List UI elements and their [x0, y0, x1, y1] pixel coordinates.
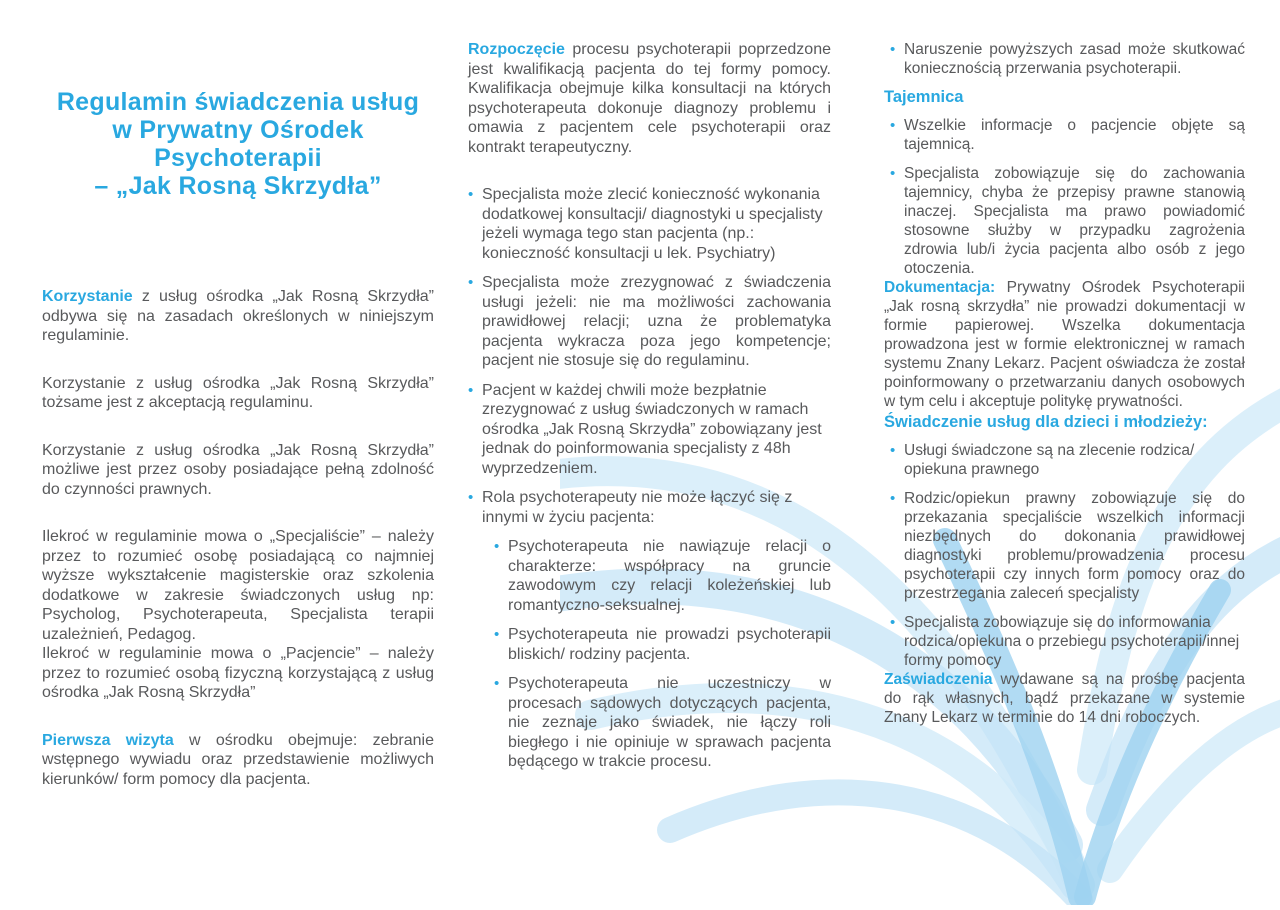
list-item-text: Specjalista zobowiązuje się do informowania rodzica/opiekuna o przebiegu psychoterapii/innej formy pomocy [904, 614, 1240, 669]
list-item [468, 488, 831, 527]
lead-zaswiadczenia: Zaświadczenia [884, 671, 993, 688]
left-column [42, 0, 434, 817]
list-item [890, 116, 1245, 154]
page-title-line3: – „Jak Rosną Skrzydła” [94, 172, 382, 200]
list-item-text: Specjalista zobowiązuje się do zachowania tajemnicy, chyba że przepisy prawne stanowią inaczej. Specjalista ma prawo powiadomić stosowne służby w przypadku zagrożenia zdrowia lub/i życia pacjenta albo osób z jego otoczenia. [904, 165, 1245, 277]
bullet-icon: • [494, 675, 500, 692]
bullet-icon: • [890, 614, 896, 631]
list-item-text: Psychoterapeuta nie prowadzi psychoterapii bliskich/ rodziny pacjenta. [508, 626, 831, 663]
paragraph-zaswiadczenia [884, 670, 1245, 727]
list-item-text: Psychoterapeuta nie uczestniczy w procesach sądowych dotyczących pacjenta, nie zeznaje jako świadek, nie łączy roli biegłego i nie opiniuje w sprawach pacjenta będącego w trakcie procesu. [508, 675, 831, 770]
list-item [890, 489, 1245, 603]
heading-tajemnica: Tajemnica [884, 88, 964, 106]
lead-korzystanie: Korzystanie [42, 288, 133, 305]
list-item [890, 40, 1245, 78]
paragraph-korzystanie-1 [42, 287, 434, 346]
paragraph-korzystanie-2: Korzystanie z usług ośrodka „Jak Rosną Skrzydła” tożsame jest z akceptacją regulaminu. [42, 374, 434, 411]
bullet-icon: • [468, 274, 474, 291]
paragraph-korzystanie-3: Korzystanie z usług ośrodka „Jak Rosną Skrzydła” możliwe jest przez osoby posiadające pełną zdolność do czynności prawnych. [42, 441, 434, 498]
list-item [494, 674, 831, 772]
list-item-text: Rola psychoterapeuty nie może łączyć się z innymi w życiu pacjenta: [482, 489, 793, 526]
lead-pierwsza-wizyta: Pierwsza wizyta [42, 731, 174, 749]
list-item [494, 625, 831, 664]
bullet-icon: • [494, 626, 500, 643]
page-title [42, 88, 434, 200]
naruszenie-bullet-list [884, 40, 1245, 78]
list-item-text: Psychoterapeuta nie nawiązuje relacji o charakterze: współpracy na gruncie zawodowym czy relacji koleżeńskiej lub romantyczno-seksualnej. [508, 538, 831, 614]
list-item-text: Wszelkie informacje o pacjencie objęte są tajemnicą. [904, 117, 1245, 153]
paragraph-dokumentacja-text: Prywatny Ośrodek Psychoterapii „Jak rosną skrzydła” nie prowadzi dokumentacji w formie papierowej. Wszelka dokumentacja prowadzona jest w formie elektronicznej w ramach systemu Znany Lekarz. Pacjent oświadcza że został poinformowany o przetwarzaniu danych osobowych w tym celu i akceptuje politykę prywatności. [884, 279, 1245, 410]
list-item [890, 441, 1245, 479]
lead-dokumentacja: Dokumentacja: [884, 279, 996, 296]
page-title-line1: Regulamin świadczenia usług [56, 88, 420, 116]
middle-bullet-list [468, 185, 831, 527]
right-column [884, 0, 1245, 755]
list-item [468, 185, 831, 263]
paragraph-korzystanie-1-text: z usług ośrodka „Jak Rosną Skrzydła” odbywa się na zasadach określonych w niniejszym regulaminie. [42, 288, 434, 344]
bullet-icon: • [890, 41, 896, 58]
paragraph-zaswiadczenia-text: wydawane są na prośbę pacjenta do rąk własnych, bądź przekazane w systemie Znany Lekarz w terminie do 14 dni roboczych. [884, 671, 1245, 726]
bullet-icon: • [890, 165, 896, 182]
paragraph-pierwsza-wizyta-text: w ośrodku obejmuje: zebranie wstępnego wywiadu oraz przedstawienie możliwych kierunków/ form pomocy dla pacjenta. [42, 731, 434, 788]
list-item [890, 164, 1245, 278]
list-item-text: Rodzic/opiekun prawny zobowiązuje się do przekazania specjaliście wszelkich informacji niezbędnych do dokonania prawidłowej diagnostyki problemu/prowadzenia procesu psychoterapii czy innych form pomocy oraz do przestrzegania zaleceń specjalisty [904, 490, 1245, 602]
middle-column [468, 0, 831, 782]
bullet-icon: • [890, 442, 896, 459]
bullet-icon: • [468, 489, 474, 506]
paragraph-ilekroc-specjalista: Ilekroć w regulaminie mowa o „Specjaliście” – należy przez to rozumieć osobę posiadającą co najmniej wyższe wykształcenie magisterskie oraz szkolenia dodatkowe w zakresie świadczonych usług np: Psycholog, Psychoterapeuta, Specjalista terapii uzależnień, Pedagog. [42, 528, 434, 643]
paragraph-rozpoczecie [468, 40, 831, 157]
paragraph-dokumentacja [884, 278, 1245, 411]
list-item [468, 273, 831, 371]
paragraph-ilekroc-pacjent: Ilekroć w regulaminie mowa o „Pacjencie” – należy przez to rozumieć osobą fizyczną korzystającą z usług ośrodka „Jak Rosną Skrzydła” [42, 645, 434, 701]
bullet-icon: • [890, 117, 896, 134]
paragraph-pierwsza-wizyta [42, 731, 434, 790]
bullet-icon: • [494, 538, 500, 555]
lead-rozpoczecie: Rozpoczęcie [468, 41, 565, 58]
dzieci-bullet-list [884, 441, 1245, 670]
list-item [494, 537, 831, 615]
middle-sub-bullet-list [494, 537, 831, 772]
list-item-text: Pacjent w każdej chwili może bezpłatnie zrezygnować z usług świadczonych w ramach ośrodka „Jak Rosną Skrzydła” zobowiązany jest jednak do poinformowania specjalisty z 48h wyprzedzeniem. [482, 381, 822, 477]
heading-dzieci-mlodziez: Świadczenie usług dla dzieci i młodzieży: [884, 413, 1208, 431]
paragraph-rozpoczecie-text: procesu psychoterapii poprzedzone jest kwalifikacją pacjenta do tej formy pomocy. Kwalifikacja obejmuje kilka konsultacji na których psychoterapeuta dokonuje diagnozy problemu i omawia z pacjentem cele psychoterapii oraz kontrakt terapeutyczny. [468, 41, 831, 156]
list-item [890, 613, 1245, 670]
bullet-icon: • [890, 490, 896, 507]
list-item-text: Specjalista może zrezygnować z świadczenia usługi jeżeli: nie ma możliwości zachowania prawidłowej relacji; uzna że problematyka pacjenta wykracza poza jego kompetencje; pacjent nie stosuje się do regulaminu. [482, 274, 831, 369]
tajemnica-bullet-list [884, 116, 1245, 278]
list-item-text: Specjalista może zlecić konieczność wykonania dodatkowej konsultacji/ diagnostyki u specjalisty jeżeli wymaga tego stan pacjenta (np.: konieczność konsultacji u lek. Psychiatry) [482, 186, 823, 262]
list-item-text: Naruszenie powyższych zasad może skutkować koniecznością przerwania psychoterapii. [904, 41, 1245, 77]
list-item-text: Usługi świadczone są na zlecenie rodzica/ opiekuna prawnego [904, 442, 1195, 478]
bullet-icon: • [468, 186, 474, 203]
page-title-line2: w Prywatny Ośrodek Psychoterapii [112, 116, 364, 172]
list-item [468, 381, 831, 479]
bullet-icon: • [468, 381, 474, 399]
